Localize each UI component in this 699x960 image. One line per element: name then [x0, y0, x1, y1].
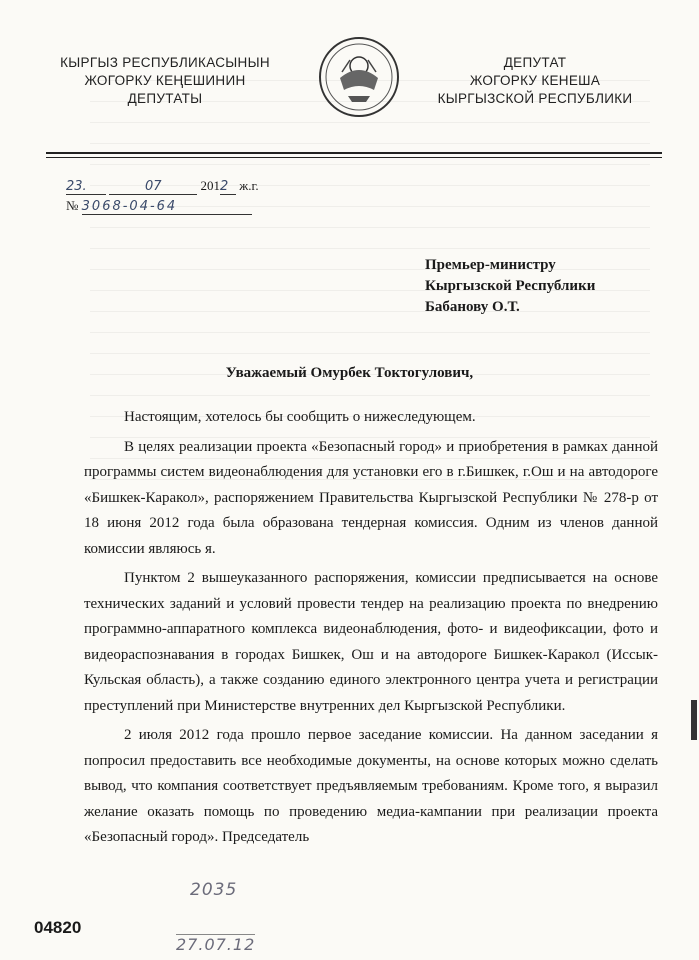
- paragraph-1: Настоящим, хотелось бы сообщить о нижеследующем.: [124, 409, 476, 425]
- reg-day: 23.: [66, 179, 106, 195]
- letterhead-russian-line-1: ДЕПУТАТ: [503, 55, 567, 70]
- registration-date: [66, 178, 259, 195]
- reg-year-unit: ж.г.: [239, 178, 259, 193]
- letterhead-russian-line-2: ЖОГОРКУ КЕНЕША: [469, 73, 601, 88]
- header-divider-thick: [46, 152, 662, 154]
- incoming-stamp-number: 2035: [190, 880, 238, 900]
- letterhead-kyrgyz: [40, 54, 290, 108]
- addressee-line-3: Бабанову О.Т.: [425, 299, 520, 315]
- paragraph-3: Пунктом 2 вышеуказанного распоряжения, комиссии предписывается на основе технических заданий и условий провести тендер на реализацию проекта по внедрению программно-аппаратного комплекса видеонаблюдения, фото- и видеофиксации, фото и видеораспознавания в городах Бишкек, Ош и на автодороге Бишкек-Каракол (Иссык-Кульская область), а также созданию единого электронного центра учета и регистрации преступлений при Министерстве внутренних дел Кыргызской Республики.: [84, 570, 658, 714]
- letterhead-russian-line-3: КЫРГЫЗСКОЙ РЕСПУБЛИКИ: [437, 91, 633, 106]
- state-emblem-icon: [318, 36, 400, 118]
- incoming-stamp-date: 27.07.12: [176, 935, 256, 954]
- reg-number: 3068-04-64: [82, 199, 252, 215]
- letterhead-kyrgyz-line-3: ДЕПУТАТЫ: [127, 91, 203, 106]
- reg-year-suffix: 2: [220, 179, 236, 195]
- addressee-line-1: Премьер-министру: [425, 257, 556, 273]
- scan-edge-mark: [691, 700, 697, 740]
- letterhead-russian: [410, 54, 660, 108]
- letter-body: [84, 405, 658, 855]
- reg-month: 07: [109, 179, 197, 195]
- paragraph-2: В целях реализации проекта «Безопасный город» и приобретения в рамках данной программы систем видеонаблюдения для установки его в г.Бишкек, г.Ош и на автодороге «Бишкек-Каракол», распоряжением Правительства Кыргызской Республики № 278-р от 18 июня 2012 года была образована тендерная комиссия. Одним из членов данной комиссии являюсь я.: [84, 438, 658, 557]
- reg-number-label: №: [66, 198, 79, 213]
- header-divider-thin: [46, 157, 662, 158]
- document-code: 04820: [34, 918, 82, 937]
- letterhead-kyrgyz-line-2: ЖОГОРКУ КЕҢЕШИНИН: [84, 73, 246, 88]
- registration-number: [66, 198, 252, 215]
- addressee-line-2: Кыргызской Республики: [425, 278, 596, 294]
- salutation: Уважаемый Омурбек Токтогулович,: [225, 365, 474, 381]
- paragraph-4: 2 июля 2012 года прошло первое заседание комиссии. На данном заседании я попросил предоставить все необходимые документы, на основе которых можно сделать вывод, что компания соответствует предъявляемым требованиям. Кроме того, я выразил желание оказать помощь по проведению медиа-кампании при реализации проекта «Безопасный город». Председатель: [84, 727, 658, 845]
- addressee-block: [425, 255, 595, 318]
- letterhead-kyrgyz-line-1: КЫРГЫЗ РЕСПУБЛИКАСЫНЫН: [60, 55, 270, 70]
- reg-year-prefix: 201: [200, 178, 220, 193]
